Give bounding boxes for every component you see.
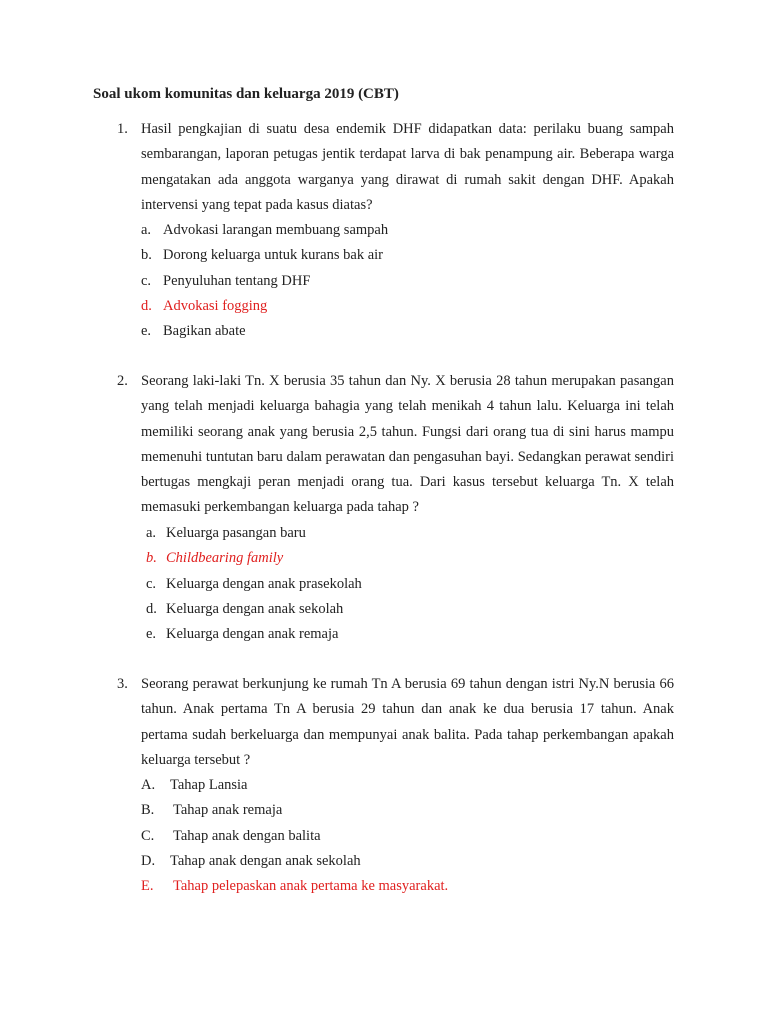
option-letter: B.	[141, 802, 155, 819]
option-text: Tahap pelepaskan anak pertama ke masyarakat.	[173, 878, 449, 895]
option-letter: E.	[141, 878, 154, 895]
option-list	[141, 773, 701, 899]
option-d-correct-answer	[141, 294, 701, 319]
question-text: Hasil pengkajian di suatu desa endemik DHF didapatkan data: perilaku buang sampah sembarangan, laporan petugas jentik terdapat larva di bak penampung air. Beberapa warga mengatakan ada anggota warganya yang dirawat di rumah sakit dengan DHF. Apakah intervensi yang tepat pada kasus diatas?	[141, 121, 674, 213]
question-number: 1.	[117, 121, 128, 137]
option-b	[141, 243, 701, 268]
option-c	[141, 269, 701, 294]
option-text: Tahap anak remaja	[173, 802, 283, 819]
option-letter: a.	[146, 525, 157, 541]
option-letter: a.	[141, 222, 152, 238]
option-d	[146, 597, 706, 622]
option-d	[141, 849, 701, 874]
option-c	[146, 572, 706, 597]
option-letter: e.	[141, 323, 152, 340]
option-e-correct-answer	[141, 874, 701, 899]
question-text: Seorang laki-laki Tn. X berusia 35 tahun dan Ny. X berusia 28 tahun merupakan pasangan yang telah menjadi keluarga bahagia yang telah menikah 4 tahun lalu. Keluarga ini telah memiliki seorang anak yang berusia 2,5 tahun. Fungsi dari orang tua di sini harus mampu memenuhi tuntutan baru dalam perawatan dan pengasuhan bayi. Sedangkan perawat sendiri bertugas mengkaji peran menjadi orang tua. Dari kasus tersebut keluarga Tn. X telah memasuki perkembangan keluarga pada tahap ?	[141, 373, 674, 516]
option-letter: c.	[146, 575, 157, 592]
option-letter: b.	[146, 550, 157, 567]
option-letter: A.	[141, 777, 156, 793]
option-letter: b.	[141, 247, 152, 264]
option-text: Dorong keluarga untuk kurans bak air	[163, 247, 383, 264]
option-text: Advokasi larangan membuang sampah	[163, 222, 389, 238]
option-e	[146, 622, 706, 647]
option-letter: D.	[141, 852, 156, 869]
option-text: Keluarga dengan anak sekolah	[166, 600, 344, 617]
option-a	[141, 773, 701, 798]
option-c	[141, 824, 701, 849]
option-letter: d.	[141, 297, 152, 314]
option-list	[141, 218, 701, 344]
option-a	[146, 521, 706, 546]
option-letter: C.	[141, 827, 155, 844]
option-text: Penyuluhan tentang DHF	[163, 272, 311, 289]
option-text: Keluarga dengan anak remaja	[166, 626, 339, 643]
option-text: Tahap anak dengan anak sekolah	[170, 852, 361, 869]
option-e	[141, 319, 701, 344]
option-letter: e.	[146, 626, 157, 643]
question-number: 3.	[117, 676, 128, 692]
option-text: Bagikan abate	[163, 323, 246, 340]
option-letter: d.	[146, 600, 157, 617]
option-text: Advokasi fogging	[163, 297, 268, 314]
question-text: Seorang perawat berkunjung ke rumah Tn A berusia 69 tahun dengan istri Ny.N berusia 66 tahun. Anak pertama Tn A berusia 29 tahun dan anak ke dua berusia 17 tahun. Anak pertama sudah berkeluarga dan mempunyai anak balita. Pada tahap perkembangan apakah keluarga tersebut ?	[141, 676, 674, 768]
question-number: 2.	[117, 373, 128, 389]
option-b	[141, 798, 701, 823]
option-text: Tahap anak dengan balita	[173, 827, 321, 844]
option-b-correct-answer	[146, 546, 706, 571]
option-letter: c.	[141, 272, 152, 289]
document-title: Soal ukom komunitas dan keluarga 2019 (CBT)	[93, 86, 399, 102]
option-a	[141, 218, 701, 243]
option-text: Keluarga pasangan baru	[166, 525, 306, 541]
option-text: Childbearing family	[166, 550, 284, 567]
option-text: Keluarga dengan anak prasekolah	[166, 575, 362, 592]
option-text: Tahap Lansia	[170, 777, 248, 793]
option-list	[146, 521, 706, 647]
